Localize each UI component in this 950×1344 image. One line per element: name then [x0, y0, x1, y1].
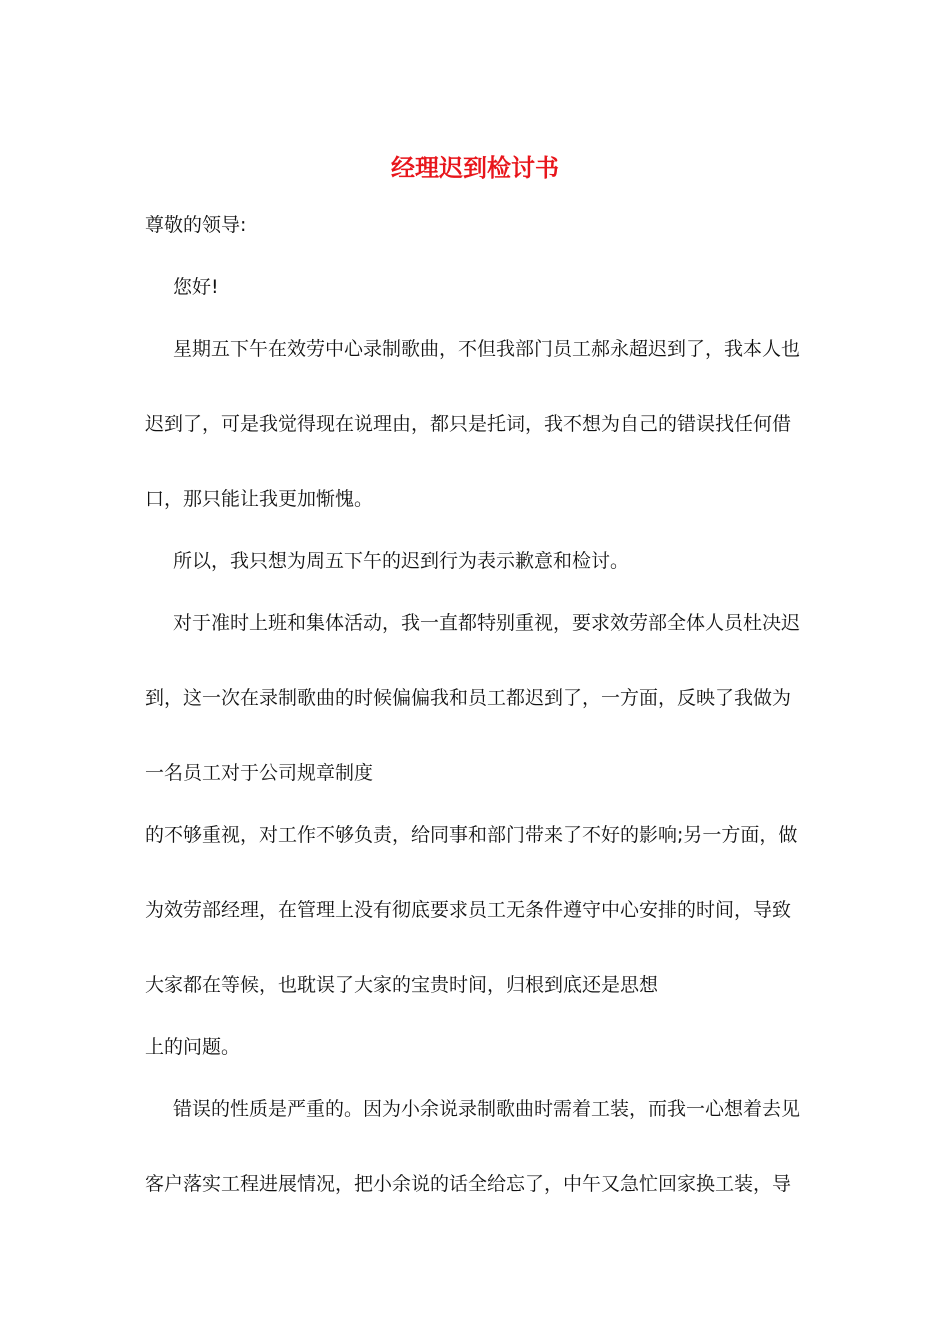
- body-line: 一名员工对于公司规章制度: [145, 762, 374, 784]
- body-line: 到，这一次在录制歌曲的时候偏偏我和员工都迟到了，一方面，反映了我做为: [145, 687, 792, 709]
- document-title: 经理迟到检讨书: [391, 154, 559, 182]
- body-line: 为效劳部经理，在管理上没有彻底要求员工无条件遵守中心安排的时间，导致: [145, 899, 792, 921]
- body-line: 上的问题。: [145, 1036, 241, 1058]
- body-line: 大家都在等候，也耽误了大家的宝贵时间，归根到底还是思想: [145, 974, 659, 996]
- body-line: 的不够重视，对工作不够负责，给同事和部门带来了不好的影响;另一方面，做: [145, 824, 798, 846]
- salutation: 尊敬的领导:: [145, 214, 247, 236]
- body-line: 所以，我只想为周五下午的迟到行为表示歉意和检讨。: [173, 550, 630, 572]
- body-line: 星期五下午在效劳中心录制歌曲，不但我部门员工郝永超迟到了，我本人也: [173, 338, 801, 360]
- body-line: 客户落实工程进展情况，把小余说的话全给忘了，中午又急忙回家换工装，导: [145, 1173, 792, 1195]
- body-line: 迟到了，可是我觉得现在说理由，都只是托词，我不想为自己的错误找任何借: [145, 413, 792, 435]
- body-line: 错误的性质是严重的。因为小余说录制歌曲时需着工装，而我一心想着去见: [173, 1098, 801, 1120]
- greeting: 您好!: [173, 276, 219, 298]
- body-line: 对于准时上班和集体活动，我一直都特别重视，要求效劳部全体人员杜决迟: [173, 612, 801, 634]
- body-line: 口，那只能让我更加惭愧。: [145, 488, 374, 510]
